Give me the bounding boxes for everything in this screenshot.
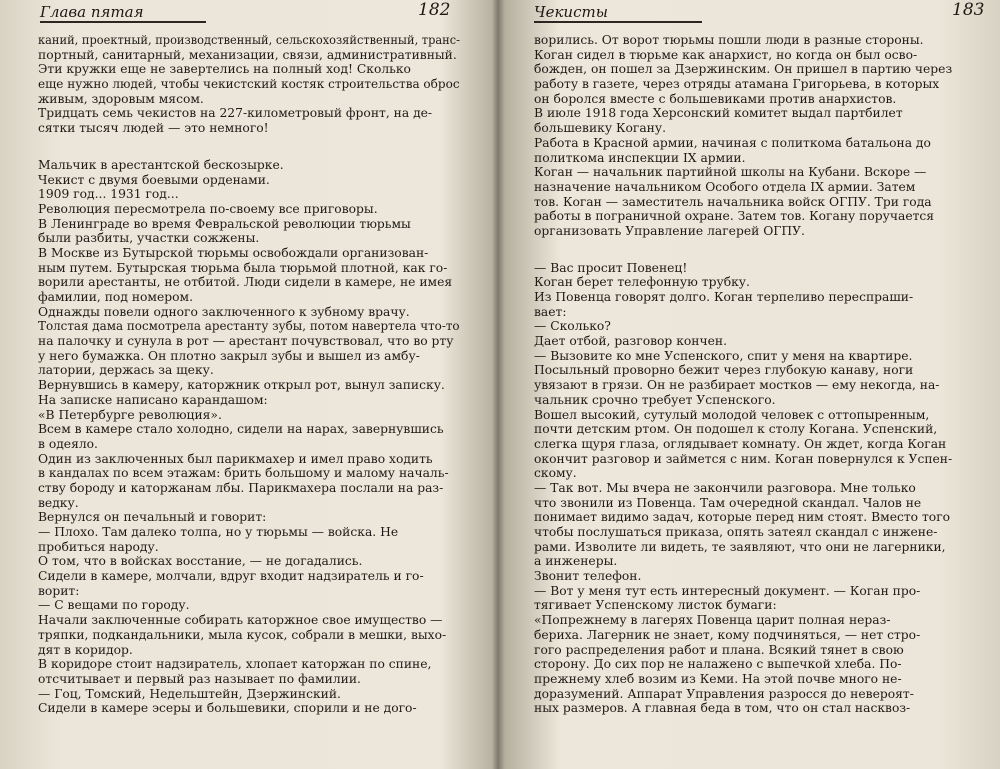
text-line: В Москве из Бутырской тюрьмы освобождали организован- <box>38 245 429 260</box>
left-page-header <box>40 2 460 24</box>
left-page-number: 182 <box>418 0 451 20</box>
text-line: у него бумажка. Он плотно закрыл зубы и вышел из амбу- <box>38 348 420 363</box>
text-line: — Плохо. Там далеко толпа, но у тюрьмы — войска. Не <box>38 525 399 539</box>
text-line <box>534 239 974 261</box>
text-line: ным путем. Бутырская тюрьма была тюрьмой плотной, как го- <box>38 260 448 275</box>
text-line: он боролся вместе с большевиками против анархистов. <box>534 91 897 106</box>
text-line: скому. <box>534 466 577 481</box>
text-line: чтобы послушаться приказа, опять затеял скандал с инжене- <box>534 525 938 539</box>
text-line: ворили арестанты, не отбитой. Люди сидели в камере, не имея <box>38 275 453 290</box>
text-line: доразумений. Аппарат Управления разросся до невероят- <box>534 686 914 701</box>
text-line: что звонили из Повенца. Там очередной скандал. Чалов не <box>534 495 922 510</box>
text-line: почти детским ртом. Он подошел к столу Когана. Успенский, <box>534 422 938 437</box>
text-line: Революция пересмотрела по-своему все приговоры. <box>38 201 378 216</box>
text-line: 1909 год... 1931 год... <box>38 187 179 202</box>
text-line: Тридцать семь чекистов на 227-километровый фронт, на де- <box>38 106 433 121</box>
text-line: Звонит телефон. <box>534 569 642 584</box>
text-line: О том, что в войсках восстание, — не догадались. <box>38 554 363 569</box>
text-line: Сидели в камере эсеры и большевики, спорили и не дого- <box>38 701 417 716</box>
text-line: рами. Изволите ли видеть, те заявляют, что они не лагерники, <box>534 539 946 554</box>
text-line: увязают в грязи. Он не разбирает мостков — ему некогда, на- <box>534 378 940 393</box>
text-line: а инженеры. <box>534 554 618 569</box>
text-line: были разбиты, участки сожжены. <box>38 231 260 246</box>
text-line: пробиться народу. <box>38 539 159 554</box>
text-line: Работа в Красной армии, начиная с политкома батальона до <box>534 135 931 150</box>
text-line: чальник срочно требует Успенского. <box>534 392 776 407</box>
text-line: Всем в камере стало холодно, сидели на нарах, завернувшись <box>38 422 444 437</box>
text-line: большевику Когану. <box>534 121 667 136</box>
text-line: В июле 1918 года Херсонский комитет выдал партбилет <box>534 106 903 121</box>
text-line: назначение начальником Особого отдела IX армии. Затем <box>534 179 916 194</box>
text-line: — Сколько? <box>534 319 611 334</box>
text-line: — Так вот. Мы вчера не закончили разговора. Мне только <box>534 480 916 495</box>
right-running-title: Чекисты <box>534 3 608 21</box>
text-line: латории, держась за щеку. <box>38 363 214 378</box>
left-running-title: Глава пятая <box>40 3 144 21</box>
text-line: Эти кружки еще не завертелись на полный ход! Сколько <box>38 62 411 77</box>
text-line: — Вызовите ко мне Успенского, спит у меня на квартире. <box>534 348 913 363</box>
left-header-rule <box>40 21 206 23</box>
text-line: Вошел высокий, сутулый молодой человек с оттопыренным, <box>534 407 930 422</box>
text-line <box>38 136 460 158</box>
text-line: тряпки, подкандальники, мыла кусок, собрали в мешки, выхо- <box>38 627 447 642</box>
right-page <box>504 0 1000 769</box>
text-line: Мальчик в арестантской бескозырке. <box>38 157 284 172</box>
text-line: — Вот у меня тут есть интересный документ. — Коган про- <box>534 583 921 598</box>
text-line: организовать Управление лагерей ОГПУ. <box>534 223 805 238</box>
text-line: Толстая дама посмотрела арестанту зубы, потом навертела что-то <box>38 319 460 334</box>
text-line: слегка щуря глаза, оглядывает комнату. Он ждет, когда Коган <box>534 436 947 451</box>
text-line: Вернулся он печальный и говорит: <box>38 510 267 525</box>
text-line: «В Петербурге революция». <box>38 407 222 422</box>
text-line: Коган берет телефонную трубку. <box>534 275 750 290</box>
text-line: тягивает Успенскому листок бумаги: <box>534 598 777 613</box>
left-page <box>0 0 496 769</box>
left-page-text <box>38 33 460 716</box>
text-line: ворились. От ворот тюрьмы пошли люди в разные стороны. <box>534 33 924 47</box>
right-page-text <box>534 33 974 716</box>
text-line: отсчитывает и первый раз называет по фамилии. <box>38 671 361 686</box>
text-line: прежнему хлеб возим из Кеми. На этой почве много не- <box>534 671 902 686</box>
text-line: Из Повенца говорят долго. Коган терпеливо переспраши- <box>534 290 914 304</box>
text-line: окончит разговор и займется с ним. Коган повернулся к Успен- <box>534 451 953 466</box>
text-line: Коган сидел в тюрьме как анархист, но когда он был осво- <box>534 47 918 62</box>
text-line: ворит: <box>38 583 80 598</box>
text-line: Коган — начальник партийной школы на Кубани. Вскоре — <box>534 165 927 180</box>
text-line: божден, он пошел за Дзержинским. Он пришел в партию через <box>534 62 953 77</box>
text-line: сторону. До сих пор не налажено с выпечкой хлеба. По- <box>534 657 902 672</box>
text-line: работы в пограничной охране. Затем тов. Когану поручается <box>534 209 935 224</box>
text-line: фамилии, под номером. <box>38 290 194 304</box>
text-line: гого распределения работ и плана. Всякий тянет в свою <box>534 642 904 657</box>
text-line: На записке написано карандашом: <box>38 392 268 407</box>
text-line: ных размеров. А главная беда в том, что он стал насквоз- <box>534 701 911 716</box>
text-line: каний, проектный, производственный, сельскохозяйственный, транс- <box>38 33 460 47</box>
text-line: Однажды повели одного заключенного к зубному врачу. <box>38 304 410 319</box>
text-line: бериха. Лагерник не знает, кому подчиняться, — нет стро- <box>534 627 921 642</box>
text-line: дят в коридор. <box>38 642 133 657</box>
right-header-rule <box>534 21 702 23</box>
text-line: В коридоре стоит надзиратель, хлопает каторжан по спине, <box>38 657 432 672</box>
text-line: в одеяло. <box>38 436 98 451</box>
text-line: понимает видимо задач, которые перед ним стоят. Вместо того <box>534 510 951 525</box>
text-line: Чекист с двумя боевыми орденами. <box>38 172 270 187</box>
text-line: ству бороду и каторжанам лбы. Парикмахера послали на раз- <box>38 480 444 495</box>
text-line: — Гоц, Томский, Недельштейн, Дзержинский. <box>38 686 341 701</box>
text-line: ведку. <box>38 495 79 510</box>
text-line: Вернувшись в камеру, каторжник открыл рот, вынул записку. <box>38 378 445 393</box>
text-line: тов. Коган — заместитель начальника войск ОГПУ. Три года <box>534 194 932 209</box>
text-line: Дает отбой, разговор кончен. <box>534 334 728 349</box>
text-line: в кандалах по всем этажам: брить большому и малому началь- <box>38 466 449 481</box>
right-page-header <box>534 2 1000 24</box>
text-line: на палочку и сунула в рот — арестант почувствовал, что во рту <box>38 334 454 349</box>
text-line: политкома инспекции IX армии. <box>534 150 746 165</box>
text-line: работу в газете, через отряды атамана Григорьева, в которых <box>534 77 940 92</box>
text-line: сятки тысяч людей — это немного! <box>38 121 269 136</box>
text-line: — Вас просит Повенец! <box>534 260 688 275</box>
text-line: еще нужно людей, чтобы чекистский костяк строительства оброс <box>38 77 460 92</box>
text-line: Сидели в камере, молчали, вдруг входит надзиратель и го- <box>38 569 424 584</box>
text-line: портный, санитарный, механизации, связи, административный. <box>38 47 457 62</box>
right-page-number: 183 <box>952 0 985 20</box>
text-line: Посыльный проворно бежит через глубокую канаву, ноги <box>534 363 914 378</box>
text-line: Начали заключенные собирать каторжное свое имущество — <box>38 613 443 628</box>
text-line: живым, здоровым мясом. <box>38 91 204 106</box>
text-line: — С вещами по городу. <box>38 598 190 613</box>
text-line: «Попрежнему в лагерях Повенца царит полная нераз- <box>534 613 891 628</box>
text-line: вает: <box>534 304 567 319</box>
text-line: Один из заключенных был парикмахер и имел право ходить <box>38 451 433 466</box>
text-line: В Ленинграде во время Февральской революции тюрьмы <box>38 216 411 231</box>
